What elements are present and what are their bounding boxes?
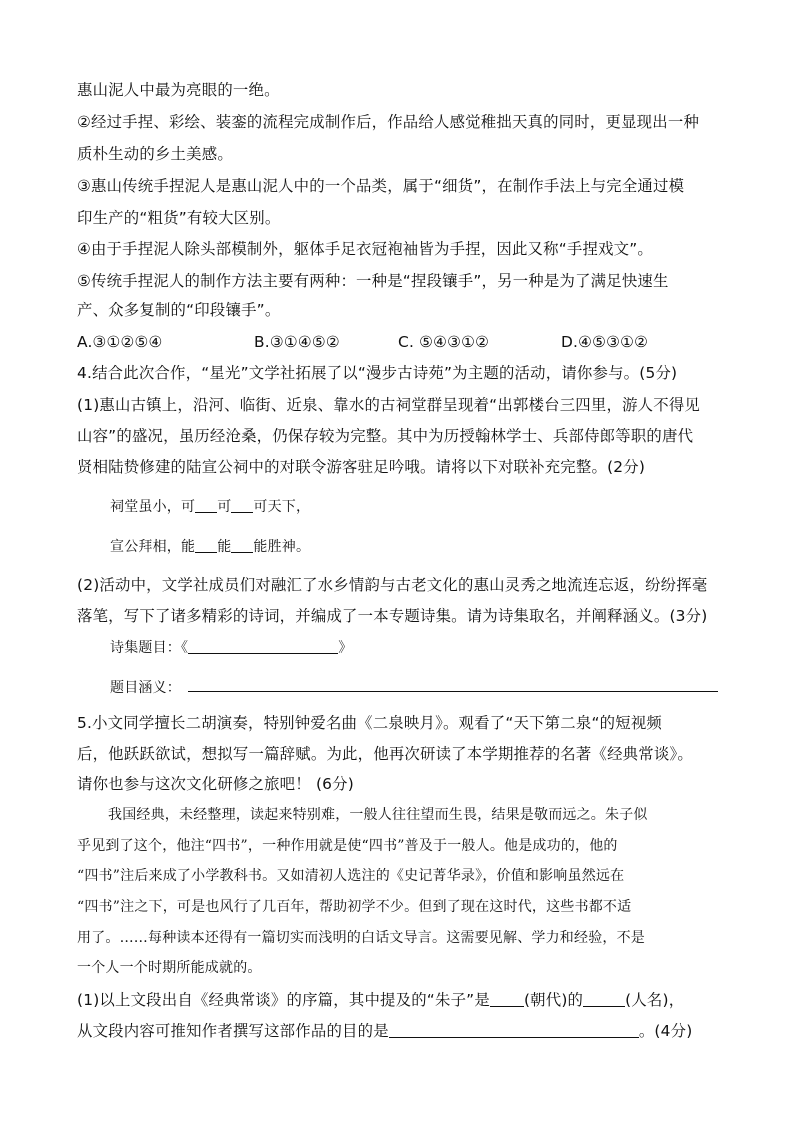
couplet-line-1: 祠堂虽小，可 可 可天下， <box>110 496 310 517</box>
q3-item-5-line-2: 产、众多复制的“印段镶手”。 <box>77 301 281 319</box>
q5-stem-line-3: 请你也参与这次文化研修之旅吧！ (6分) <box>77 775 354 793</box>
poem-title-label: 诗集题目： <box>110 640 181 656</box>
option-d[interactable]: D.④⑤③①② <box>561 333 649 351</box>
q3-item-2-line-2: 质朴生动的乡土美感。 <box>77 145 233 163</box>
q4-sub2-line-1: (2)活动中，文学社成员们对融汇了水乡情韵与古老文化的惠山灵秀之地流连忘返，纷纷挥毫 <box>77 576 708 594</box>
q4-stem: 4.结合此次合作，“星光”文学社拓展了以“漫步古诗苑”为主题的活动，请你参与。(5分) <box>77 364 678 382</box>
person-name-blank[interactable] <box>583 990 625 1007</box>
q4-sub1-line-2: 山容”的盛况，虽历经沧桑，仍保存较为完整。其中为历授翰林学士、兵部侍郎等职的唐代 <box>77 427 694 445</box>
q4-sub1-line-1: (1)惠山古镇上，沿河、临街、近泉、靠水的古祠堂群呈现着“出郭楼台三四里，游人不得见 <box>77 396 701 414</box>
couplet-1-blank-2[interactable] <box>231 496 253 513</box>
passage-line-4: “四书”注之下，可是也风行了几百年，帮助初学不少。但到了现在这时代，这些书都不适 <box>77 899 632 915</box>
q5-stem-line-1: 5.小文同学擅长二胡演奏，特别钟爱名曲《二泉映月》。观看了“天下第二泉“的短视频 <box>77 714 662 732</box>
passage-line-6: 一个人一个时期所能成就的。 <box>77 960 262 976</box>
poem-title-row: 诗集题目：《 》 <box>110 637 352 658</box>
q4-sub1-line-3: 贤相陆贽修建的陆宣公祠中的对联令游客驻足吟哦。请将以下对联补充完整。(2分) <box>77 458 646 476</box>
q3-item-3-line-1: ③惠山传统手捏泥人是惠山泥人中的一个品类，属于“细货”，在制作手法上与完全通过模 <box>77 177 685 195</box>
couplet-2-blank-2[interactable] <box>231 536 253 553</box>
poem-meaning-label: 题目涵义： <box>110 680 181 696</box>
q3-options <box>77 332 717 352</box>
option-b[interactable]: B.③①④⑤② <box>254 333 340 351</box>
q3-item-4: ④由于手捏泥人除头部模制外，躯体手足衣冠袍袖皆为手捏，因此又称“手捏戏文”。 <box>77 240 654 258</box>
couplet-2-blank-1[interactable] <box>195 536 217 553</box>
poem-title-blank[interactable] <box>188 637 338 654</box>
q5-sub1-line-2: 从文段内容可推知作者撰写这部作品的目的是 。(4分) <box>77 1022 693 1040</box>
q3-item-3-line-2: 印生产的“粗货”有较大区别。 <box>77 209 281 227</box>
passage-line-1: 我国经典，未经整理，读起来特别难，一般人往往望而生畏，结果是敬而远之。朱子似 <box>108 807 648 823</box>
q3-line-0: 惠山泥人中最为亮眼的一绝。 <box>77 81 280 99</box>
option-c[interactable]: C. ⑤④③①② <box>398 333 490 351</box>
option-a[interactable]: A.③①②⑤④ <box>77 333 163 351</box>
q3-item-2-line-1: ②经过手捏、彩绘、装銮的流程完成制作后，作品给人感觉稚拙天真的同时，更显现出一种 <box>77 113 700 131</box>
purpose-blank[interactable] <box>389 1021 639 1038</box>
passage-line-5: 用了。……每种读本还得有一篇切实而浅明的白话文导言。这需要见解、学力和经验，不是 <box>77 930 645 946</box>
passage-line-3: “四书”注后来成了小学教科书。又如清初人选注的《史记菁华录》，价值和影响虽然远在 <box>77 868 625 884</box>
dynasty-blank[interactable] <box>490 990 524 1007</box>
couplet-1-blank-1[interactable] <box>195 496 217 513</box>
q3-item-5-line-1: ⑤传统手捏泥人的制作方法主要有两种：一种是“捏段镶手”，另一种是为了满足快速生 <box>77 272 669 290</box>
q4-sub2-line-2: 落笔，写下了诸多精彩的诗词，并编成了一本专题诗集。请为诗集取名，并阐释涵义。(3分) <box>77 607 708 625</box>
passage-line-2: 乎见到了这个，他注“四书”，一种作用就是使“四书”普及于一般人。他是成功的，他的 <box>77 838 618 854</box>
q5-sub1-line-1: (1)以上文段出自《经典常谈》的序篇，其中提及的“朱子”是 (朝代)的 (人名)， <box>77 991 685 1009</box>
poem-meaning-blank[interactable] <box>188 691 718 692</box>
couplet-line-2: 宣公拜相，能 能 能胜神。 <box>110 536 310 557</box>
q5-stem-line-2: 后，他跃跃欲试，想拟写一篇辞赋。为此，他再次研读了本学期推荐的名著《经典常谈》。 <box>77 745 693 763</box>
